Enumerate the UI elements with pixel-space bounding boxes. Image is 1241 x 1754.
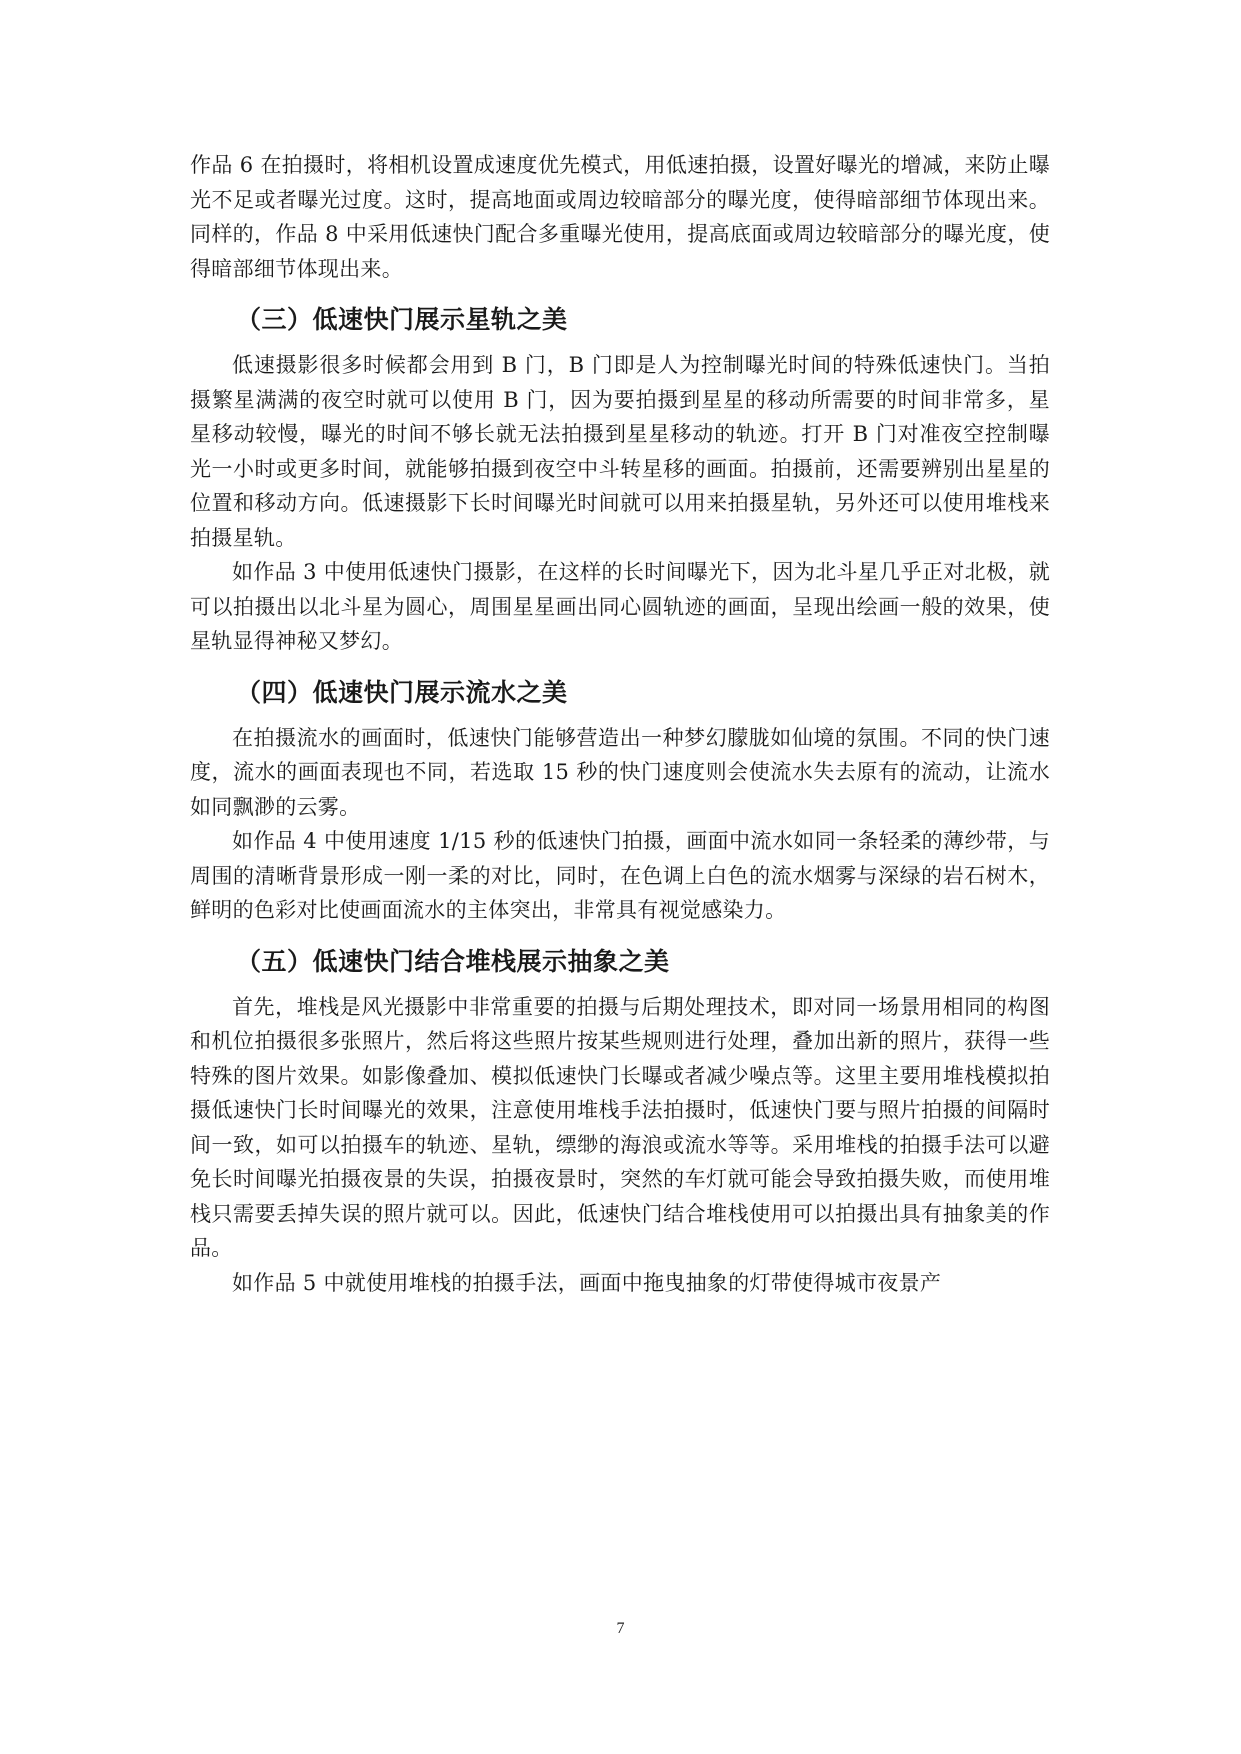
abstract-stacking-paragraph-1: 首先，堆栈是风光摄影中非常重要的拍摄与后期处理技术，即对同一场景用相同的构图和机位拍摄很多张照片，然后将这些照片按某些规则进行处理，叠加出新的照片，获得一些特殊的图片效果。如影像叠加、模拟低速快门长曝或者减少噪点等。这里主要用堆栈模拟拍摄低速快门长时间曝光的效果，注意使用堆栈手法拍摄时，低速快门要与照片拍摄的间隔时间一致，如可以拍摄车的轨迹、星轨，缥缈的海浪或流水等等。采用堆栈的拍摄手法可以避免长时间曝光拍摄夜景的失误，拍摄夜景时，突然的车灯就可能会导致拍摄失败，而使用堆栈只需要丢掉失误的照片就可以。因此，低速快门结合堆栈使用可以拍摄出具有抽象美的作品。 — [190, 994, 1050, 1260]
intro-paragraph: 作品 6 在拍摄时，将相机设置成速度优先模式，用低速拍摄，设置好曝光的增减，来防止曝光不足或者曝光过度。这时，提高地面或周边较暗部分的曝光度，使得暗部细节体现出来。同样的，作品 8 中采用低速快门配合多重曝光使用，提高底面或周边较暗部分的曝光度，使得暗部细节体现出来。 — [190, 153, 1050, 281]
section-heading-flowing-water: （四）低速快门展示流水之美 — [236, 677, 568, 707]
flowing-water-paragraph-1: 在拍摄流水的画面时，低速快门能够营造出一种梦幻朦胧如仙境的氛围。不同的快门速度，流水的画面表现也不同，若选取 15 秒的快门速度则会使流水失去原有的流动，让流水如同飘渺的云雾。 — [190, 725, 1050, 819]
section-heading-star-trails: （三）低速快门展示星轨之美 — [236, 305, 568, 334]
page-number: 7 — [616, 1620, 625, 1637]
flowing-water-paragraph-2: 如作品 4 中使用速度 1/15 秒的低速快门拍摄，画面中流水如同一条轻柔的薄纱带，与周围的清晰背景形成一刚一柔的对比，同时，在色调上白色的流水烟雾与深绿的岩石树木，鲜明的色彩对比使画面流水的主体突出，非常具有视觉感染力。 — [190, 829, 1050, 922]
section-heading-abstract-stacking: （五）低速快门结合堆栈展示抽象之美 — [236, 946, 670, 976]
document-page — [190, 148, 1050, 1300]
star-trails-paragraph-1: 低速摄影很多时候都会用到 B 门，B 门即是人为控制曝光时间的特殊低速快门。当拍摄繁星满满的夜空时就可以使用 B 门，因为要拍摄到星星的移动所需要的时间非常多，星星移动较慢，曝光的时间不够长就无法拍摄到星星移动的轨迹。打开 B 门对准夜空控制曝光一小时或更多时间，就能够拍摄到夜空中斗转星移的画面。拍摄前，还需要辨别出星星的位置和移动方向。低速摄影下长时间曝光时间就可以用来拍摄星轨，另外还可以使用堆栈来拍摄星轨。 — [190, 353, 1050, 550]
abstract-stacking-paragraph-2: 如作品 5 中就使用堆栈的拍摄手法，画面中拖曳抽象的灯带使得城市夜景产 — [232, 1270, 942, 1295]
star-trails-paragraph-2: 如作品 3 中使用低速快门摄影，在这样的长时间曝光下，因为北斗星几乎正对北极，就可以拍摄出以北斗星为圆心，周围星星画出同心圆轨迹的画面，呈现出绘画一般的效果，使星轨显得神秘又梦幻。 — [190, 560, 1050, 653]
